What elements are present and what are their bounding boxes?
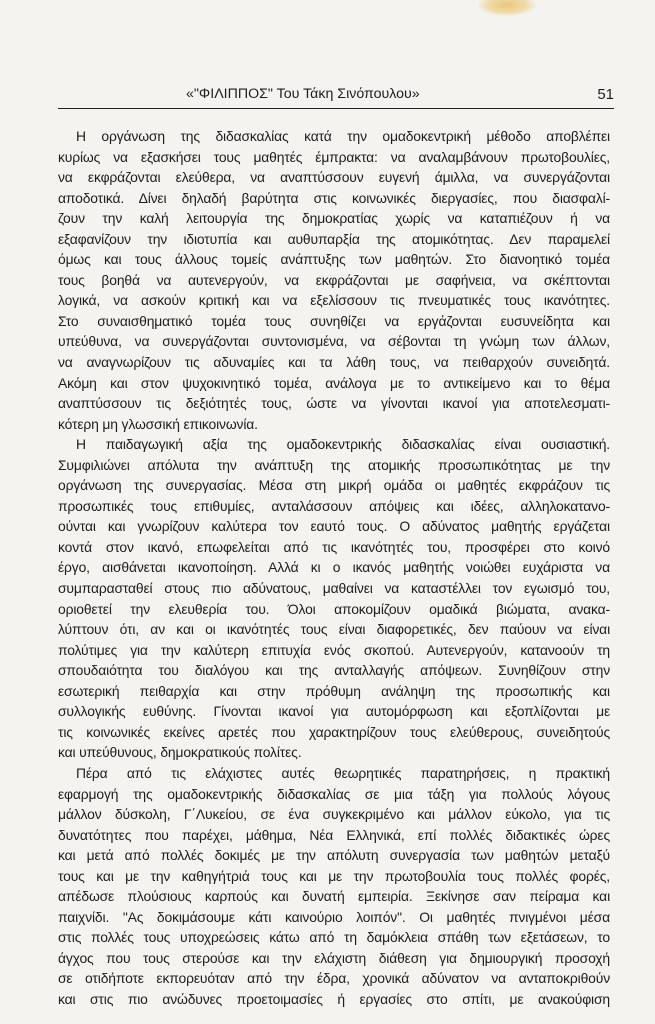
text-line: και υπεύθυνους, δημοκρατικούς πολίτες. [58,744,302,761]
paragraph [58,434,610,763]
text-line: έργο, αισθάνεται ικανοποίηση. Αλλά κι ο ικανός μαθητής νοιώθει ευχάριστα να [58,559,610,576]
text-line: συμπαρασταθεί στους πιο αδύνατους, μαθαίνει να καταστέλλει τον εγωισμό του, [58,580,610,597]
text-line: Η παιδαγωγική αξία της ομαδοκεντρικής διδασκαλίας είναι ουσιαστική. [76,436,610,453]
text-line: σπουδαιότητα του διαλόγου και της ανταλλαγής απόψεων. Συνηθίζουν στην [58,662,610,679]
text-line: ζουν την καλή λειτουργία της δημοκρατίας χωρίς να καταπιέζουν ή να [58,210,610,227]
text-line: εφαρμογή της ομαδοκεντρικής διδασκαλίας σε μια τάξη για πολλούς λόγους [58,785,610,802]
text-line: κοντά στον ικανό, επωφελείται από τις ικανότητές του, προσφέρει στο κοινό [58,538,610,555]
text-line: εσωτερική πειθαρχία και στην πρόθυμη ανάληψη της προσωπικής και [58,682,610,699]
text-line: οργάνωση της συνεργασίας. Μέσα στη μικρή ομάδα οι μαθητές εκφράζουν τις [58,477,610,494]
text-line: να εκφράζονται ελεύθερα, να αναπτύσσουν ευγενή άμιλλα, να συνεργάζονται [58,169,610,186]
text-line: παιχνίδι. "Ας δοκιμάσουμε κάτι καινούριο λοιπόν". Οι μαθητές πνιγμένοι μέσα [58,908,610,925]
text-line: Στο συναισθηματικό τομέα τους συνηθίζει να εργάζονται ευσυνείδητα και [58,312,610,329]
running-header [58,86,614,110]
running-header-title: «"ΦΙΛΙΠΠΟΣ" Του Τάκη Σινόπουλου» [186,86,420,102]
text-line: λύπτουν ότι, αν και οι ικανότητές τους είναι διαφορετικές, δεν παύουν να είναι [58,621,610,638]
text-line: οριοθετεί την ελευθερία του. Όλοι αποκομίζουν ομαδικά βιώματα, ανακα- [58,600,610,617]
text-line: σε οτιδήποτε εκπορευόταν από την έδρα, χρονικά αδύνατον να ανταποκριθούν [58,970,610,987]
text-line: τις κοινωνικές εκείνες αρετές που χαρακτηρίζουν τους ελεύθερους, συνειδητούς [58,723,610,740]
text-line: απέδωσε πλούσιους καρπούς και δυνατή εμπειρία. Ξεκίνησε σαν πείραμα και [58,888,610,905]
paragraph [58,763,610,1010]
text-line: υπεύθυνα, να συνεργάζονται συντονισμένα, να σέβονται τη γνώμη των άλλων, [58,333,610,350]
text-line: να αναγνωρίζουν τις αδυναμίες και τα λάθη τους, να πειθαρχούν συνειδητά. [58,354,610,371]
text-line: Η οργάνωση της διδασκαλίας κατά την ομαδοκεντρική μέθοδο αποβλέπει [76,128,610,144]
text-line: Συμφιλιώνει απόλυτα την ανάπτυξη της ατομικής προσωπικότητας με την [58,456,610,473]
page-stain [478,0,536,16]
text-line: άγχος που τους στερούσε και την ελάχιστη διάθεση για δημιουργική προσοχή [58,949,610,966]
text-line: συλλογικής ευθύνης. Γίνονται ικανοί για αυτομόρφωση και εξοπλίζονται με [58,703,610,720]
text-line: μάλλον δύσκολη, Γ΄Λυκείου, σε ένα συγκεκριμένο και μάλλον εύκολο, για τις [58,806,610,823]
text-line: προσωπικές τους επιθυμίες, ανταλάσσουν απόψεις και ιδέες, αλληλοκατανο- [58,497,610,514]
text-line: εξαφανίζουν την ιδιοτυπία και αυθυπαρξία της ατομικότητας. Δεν παραμελεί [58,230,610,247]
text-line: αποδοτικά. Δίνει δηλαδή βαρύτητα στις κοινωνικές διεργασίες, που διασφαλί- [58,189,610,206]
text-line: Ακόμη και στον ψυχοκινητικό τομέα, ανάλογα με το αντικείμενο και το θέμα [58,374,610,391]
text-line: πολύτιμες για την καλύτερη επιτυχία ενός σκοπού. Αυτενεργούν, κατανοούν τη [58,641,610,658]
text-line: κότερη μη γλωσσική επικοινωνία. [58,415,258,432]
text-line: τους βοηθά να αυτενεργούν, να εκφράζονται με σαφήνεια, να σκέπτονται [58,271,610,288]
text-line: και μετά από πολλές δοκιμές με την απόλυτη συνεργασία των μαθητών μεταξύ [58,847,610,864]
text-line: δυνατότητες που παρέχει, μάθημα, Νέα Ελληνικά, επί πολλές διδακτικές ώρες [58,826,610,843]
text-line: και στις πιο ανώδυνες προετοιμασίες ή εργασίες στο σπίτι, με ανακούφιση [58,990,610,1007]
paragraph [58,126,610,434]
body-text [58,126,610,1010]
text-line: όμως και τους άλλους τομείς ανάπτυξης των μαθητών. Στο διανοητικό τομέα [58,251,610,268]
text-line: τους και με την καθηγήτριά τους και με την πρωτοβουλία τους πολλές φορές, [58,867,610,884]
page-number: 51 [597,86,614,103]
text-line: λογικά, να ασκούν κριτική και να εξελίσσουν τις πνευματικές τους ικανότητες. [58,292,610,309]
text-line: στις πολλές τους υποχρεώσεις κάτω από τη δαμόκλεια σπάθη των εξετάσεων, το [58,929,610,946]
header-rule [58,108,614,109]
text-line: ούνται και γνωρίζουν καλύτερα τον εαυτό τους. Ο αδύνατος μαθητής εργάζεται [58,518,610,535]
text-line: αναπτύσσουν τις δεξιότητές τους, ώστε να γίνονται ικανοί για αποτελεσματι- [58,395,610,412]
text-line: κυρίως να εξασκήσει τους μαθητές έμπρακτα: να αναλαμβάνουν πρωτοβουλίες, [58,148,610,165]
text-line: Πέρα από τις ελάχιστες αυτές θεωρητικές παρατηρήσεις, η πρακτική [76,764,610,781]
